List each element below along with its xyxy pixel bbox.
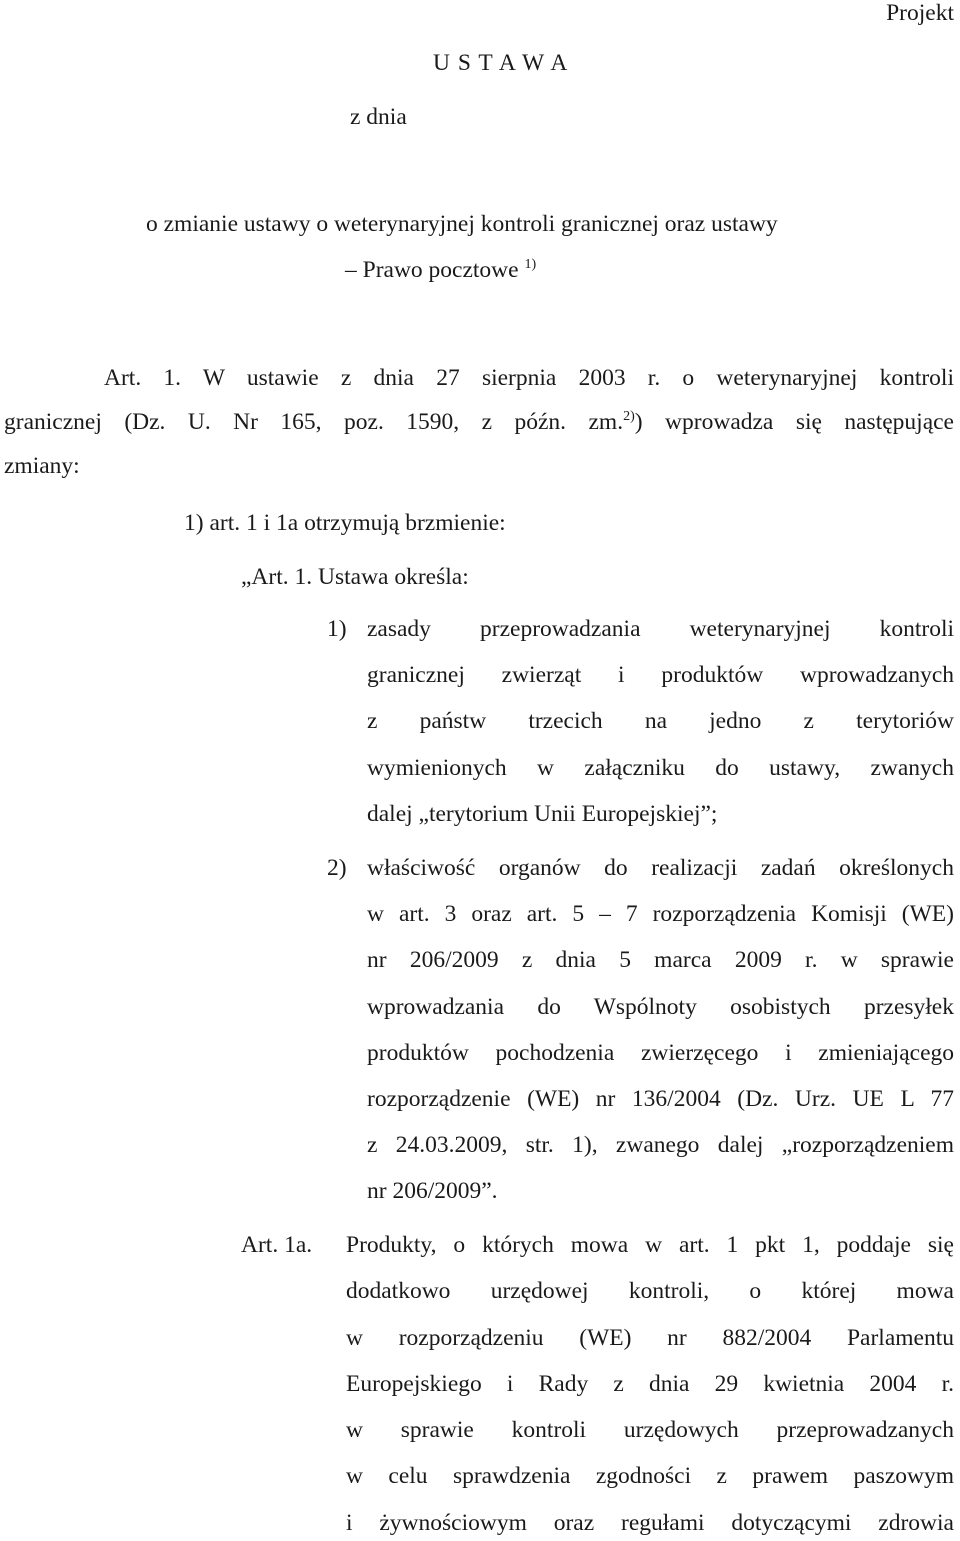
item2-line: produktów pochodzenia zwierzęcego i zmieniającego	[367, 1040, 954, 1066]
item2-line: nr 206/2009 z dnia 5 marca 2009 r. w sprawie	[367, 947, 954, 973]
item1-line: granicznej zwierząt i produktów wprowadzanych	[367, 662, 954, 688]
act-date: z dnia	[350, 104, 407, 130]
quoted-art1-heading: „Art. 1. Ustawa określa:	[241, 564, 469, 590]
art1-line-1: Art. 1. W ustawie z dnia 27 sierpnia 2003 r. o weterynaryjnej kontroli	[104, 365, 954, 391]
art1a-line: w sprawie kontroli urzędowych przeprowadzanych	[346, 1417, 954, 1443]
footnote-ref-1: 1)	[524, 257, 537, 272]
item2-line: nr 206/2009”.	[367, 1178, 498, 1204]
act-title-line-1: o zmianie ustawy o weterynaryjnej kontroli granicznej oraz ustawy	[146, 211, 778, 237]
act-title-line-2: – Prawo pocztowe $^{1)}$	[345, 257, 537, 283]
item1-line: zasady przeprowadzania weterynaryjnej kontroli	[367, 616, 954, 642]
act-type-heading: U S T A W A	[433, 50, 569, 76]
art1a-line: w celu sprawdzenia zgodności z prawem paszowym	[346, 1463, 954, 1489]
art1a-line: Europejskiego i Rady z dnia 29 kwietnia 2004 r.	[346, 1371, 954, 1397]
art1a-line: i żywnościowym oraz regułami dotyczącymi zdrowia	[346, 1510, 954, 1536]
item2-line: wprowadzania do Wspólnoty osobistych przesyłek	[367, 994, 954, 1020]
art1a-line: Produkty, o których mowa w art. 1 pkt 1, poddaje się	[346, 1232, 954, 1258]
item2-line: rozporządzenie (WE) nr 136/2004 (Dz. Urz. UE L 77	[367, 1086, 954, 1112]
art1a-line: w rozporządzeniu (WE) nr 882/2004 Parlamentu	[346, 1325, 954, 1351]
item1-line: wymienionych w załączniku do ustawy, zwanych	[367, 755, 954, 781]
art1a-line: dodatkowo urzędowej kontroli, o której mowa	[346, 1278, 954, 1304]
item2-number: 2)	[327, 855, 347, 881]
quoted-art1a-label: Art. 1a.	[241, 1232, 313, 1258]
item2-line: właściwość organów do realizacji zadań określonych	[367, 855, 954, 881]
projekt-label: Projekt	[886, 0, 954, 26]
item1-line: dalej „terytorium Unii Europejskiej”;	[367, 801, 718, 827]
footnote-ref-2: 2)	[623, 409, 635, 424]
item2-line: z 24.03.2009, str. 1), zwanego dalej „rozporządzeniem	[367, 1132, 954, 1158]
item1-line: z państw trzecich na jedno z terytoriów	[367, 708, 954, 734]
amendment-point-1: 1) art. 1 i 1a otrzymują brzmienie:	[184, 510, 506, 536]
item2-line: w art. 3 oraz art. 5 – 7 rozporządzenia Komisji (WE)	[367, 901, 954, 927]
art1-line-3: zmiany:	[4, 453, 80, 479]
item1-number: 1)	[327, 616, 347, 642]
art1-line-2: granicznej (Dz. U. Nr 165, poz. 1590, z późn. zm.$^{2)}$) wprowadza się następujące	[4, 409, 954, 435]
